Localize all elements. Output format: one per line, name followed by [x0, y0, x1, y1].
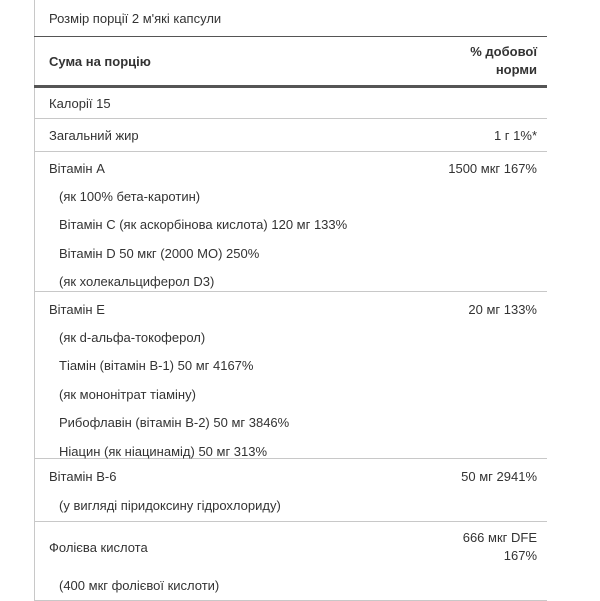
vitamin-d-detail: (як холекальциферол D3): [59, 274, 215, 290]
calories-text: Калорії 15: [49, 95, 111, 111]
header-row: [34, 37, 547, 88]
calories-row: [34, 88, 547, 119]
vitamin-e-row: [34, 292, 547, 459]
folic-acid-label: Фолієва кислота: [49, 539, 148, 555]
folic-acid-value: [463, 529, 537, 565]
supplement-facts-table: [34, 0, 547, 601]
vitamin-e-value: 20 мг 133%: [468, 301, 537, 317]
vitamin-b6-row: [34, 459, 547, 522]
folic-acid-value-line2: 167%: [503, 548, 537, 563]
folic-acid-detail: (400 мкг фолієвої кислоти): [59, 577, 220, 593]
total-fat-row: [34, 119, 547, 152]
daily-value-header-line1: % добової: [470, 44, 537, 59]
riboflavin-line: Рибофлавін (вітамін В-2) 50 мг 3846%: [59, 415, 290, 431]
folic-acid-value-line1: 666 мкг DFE: [462, 530, 537, 545]
vitamin-d-line: Вітамін D 50 мкг (2000 МО) 250%: [59, 245, 260, 261]
thiamin-line: Тіамін (вітамін В-1) 50 мг 4167%: [59, 358, 254, 374]
total-fat-value: 1 г 1%*: [493, 127, 537, 143]
vitamin-c-line: Вітамін С (як аскорбінова кислота) 120 мг 133%: [59, 217, 348, 233]
folic-acid-row: [34, 522, 547, 601]
vitamin-a-detail: (як 100% бета-каротин): [59, 188, 201, 204]
vitamin-b6-detail: (у вигляді піридоксину гідрохлориду): [59, 497, 281, 513]
daily-value-header-line2: норми: [495, 62, 537, 77]
vitamin-e-detail: (як d-альфа-токоферол): [59, 329, 206, 345]
vitamin-b6-label: Вітамін В-6: [49, 468, 117, 484]
vitamin-a-row: [34, 152, 547, 292]
daily-value-header: [470, 43, 537, 79]
serving-size-row: [34, 0, 547, 37]
vitamin-e-label: Вітамін Е: [49, 301, 105, 317]
total-fat-label: Загальний жир: [49, 127, 139, 143]
serving-size-text: Розмір порції 2 м'які капсули: [49, 10, 222, 26]
thiamin-detail: (як мононітрат тіаміну): [59, 386, 196, 402]
vitamin-a-label: Вітамін А: [49, 160, 105, 176]
niacin-line: Ніацин (як ніацинамід) 50 мг 313%: [59, 443, 268, 459]
vitamin-a-value: 1500 мкг 167%: [448, 160, 537, 176]
amount-per-serving-header: Сума на порцію: [49, 53, 151, 69]
vitamin-b6-value: 50 мг 2941%: [461, 468, 537, 484]
